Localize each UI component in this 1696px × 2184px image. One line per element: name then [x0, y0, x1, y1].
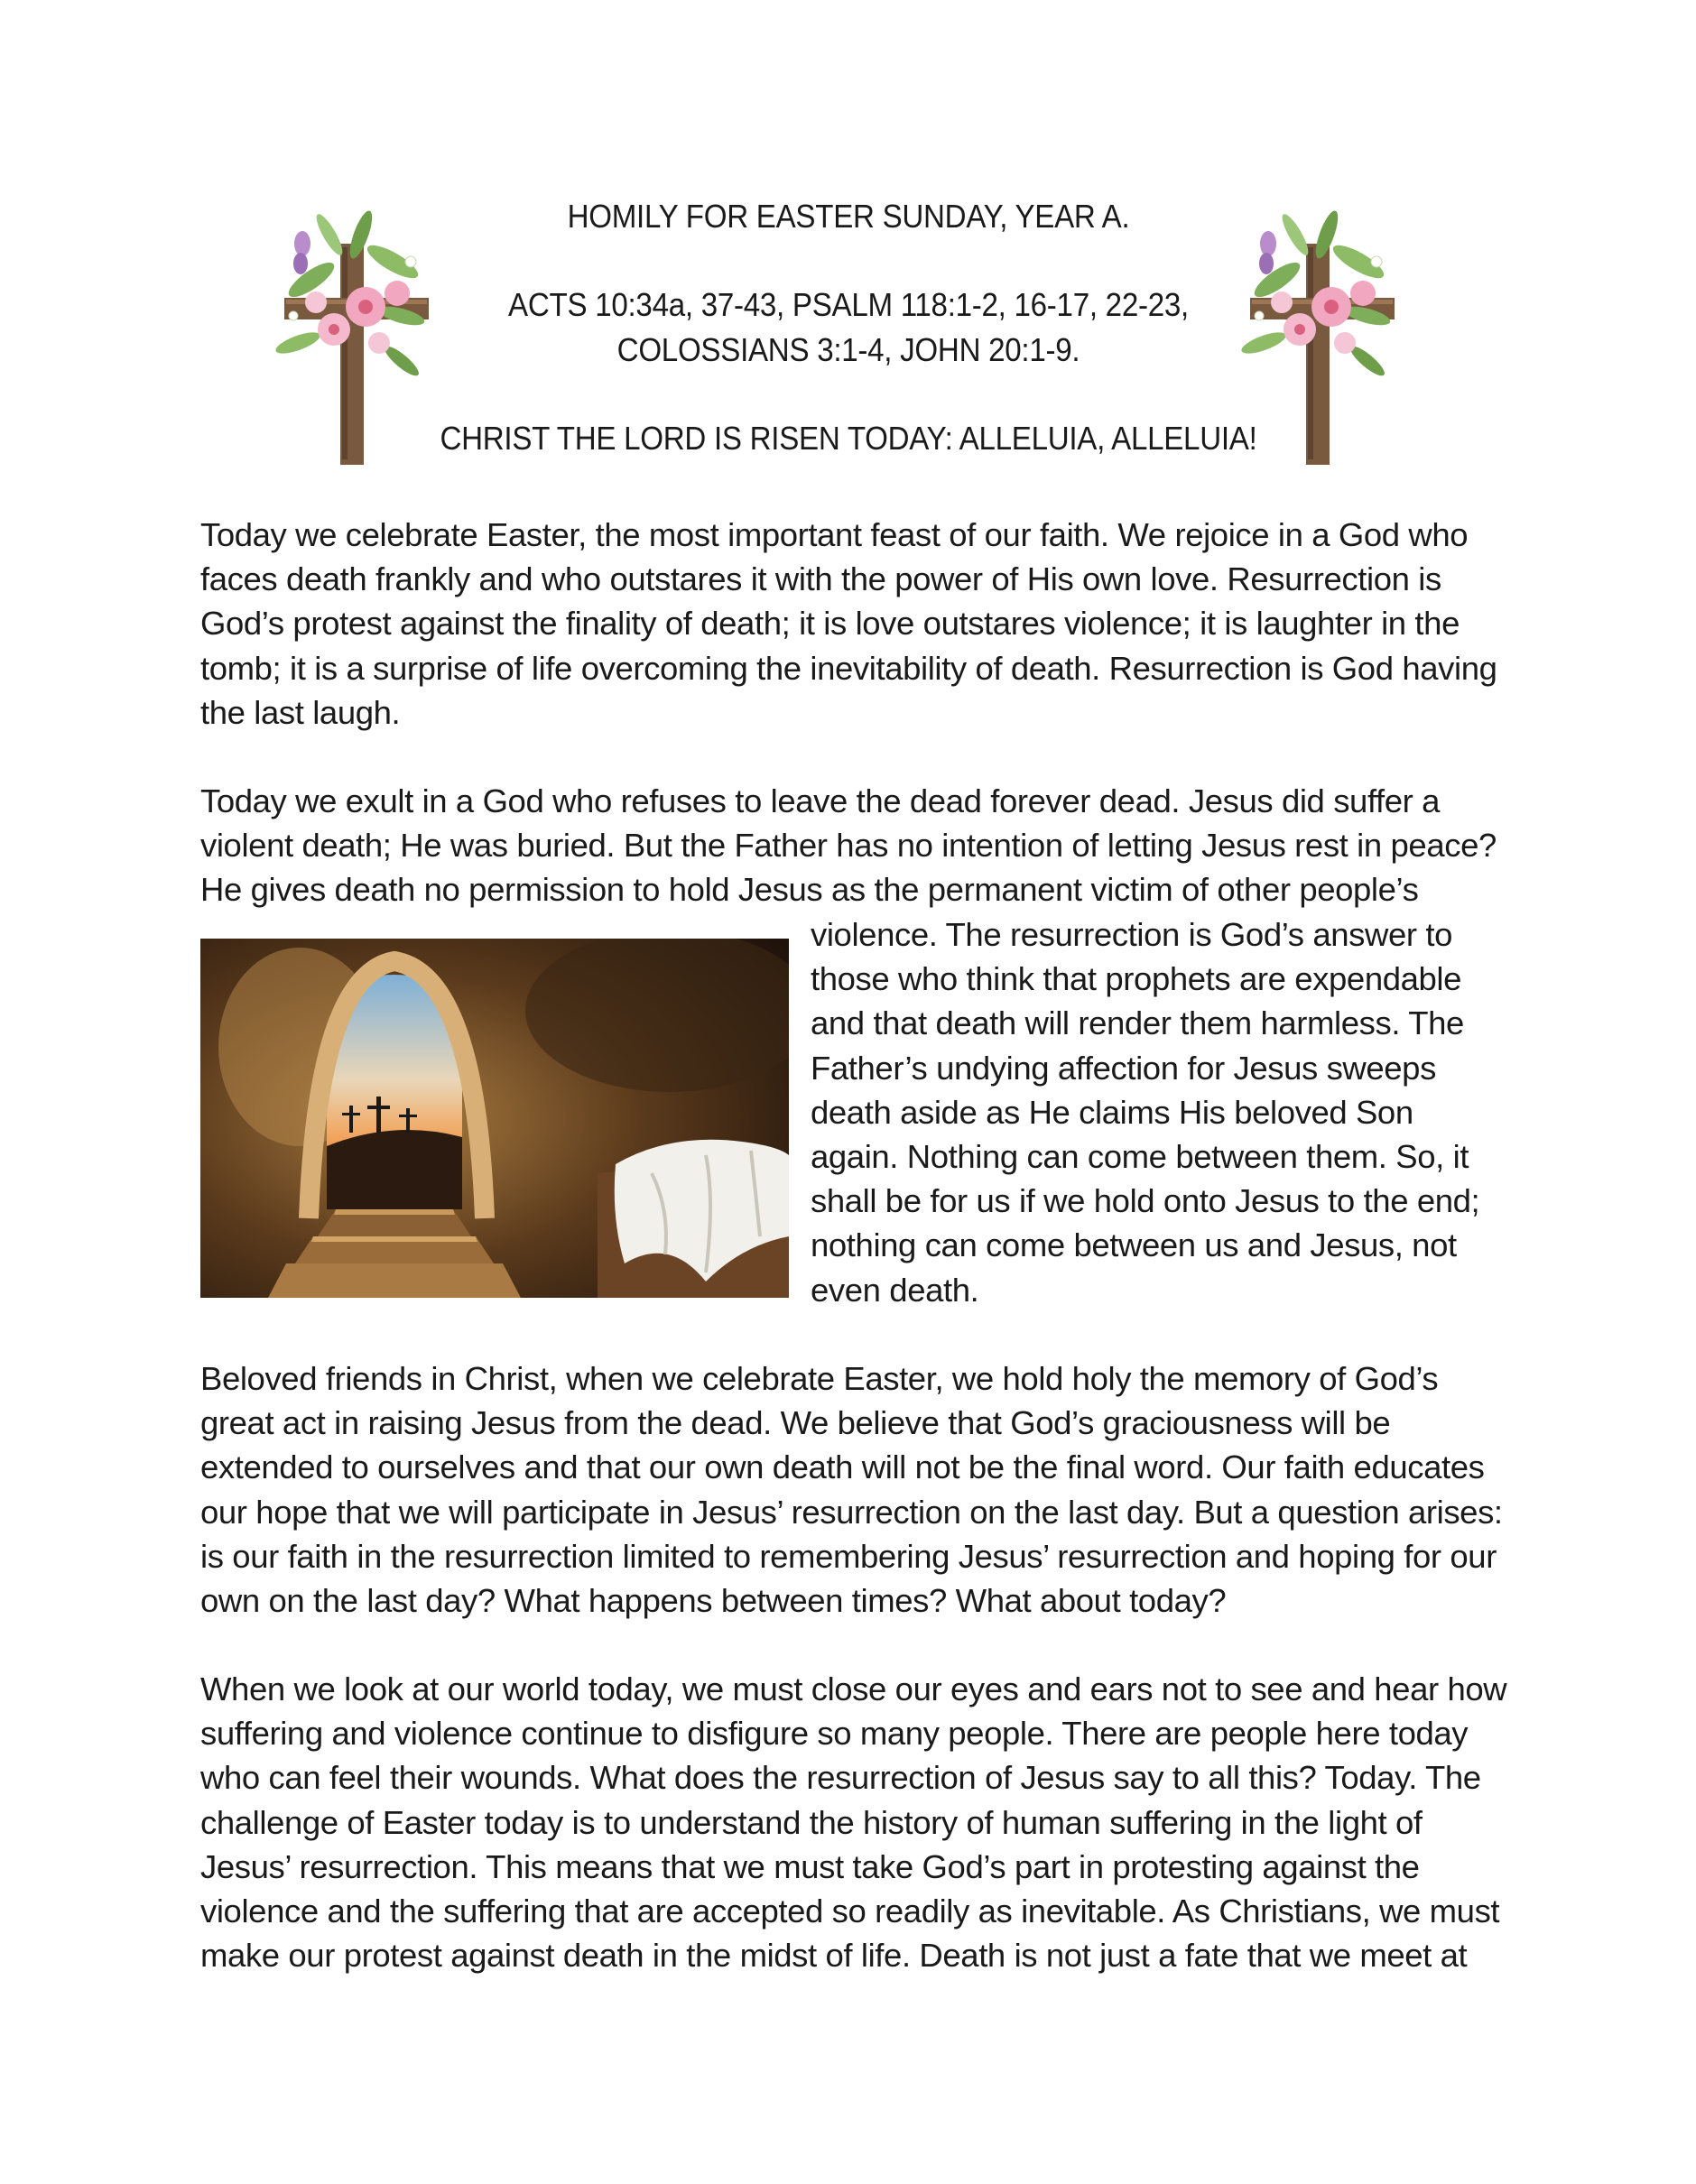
text-line: the last laugh.: [200, 693, 401, 731]
text-line: nothing can come between us and Jesus, not: [811, 1226, 1457, 1264]
text-line: challenge of Easter today is to understand the history of human suffering in the light of: [200, 1803, 1423, 1841]
text-line: again. Nothing can come between them. So, it: [811, 1138, 1469, 1176]
text-line: own on the last day? What happens between times? What about today?: [200, 1582, 1227, 1620]
paragraph-3: [200, 1356, 1503, 1623]
text-line: death aside as He claims His beloved Son: [811, 1093, 1413, 1131]
text-line: violence. The resurrection is God’s answer to: [811, 916, 1453, 953]
text-line: When we look at our world today, we must close our eyes and ears not to see and hear how: [200, 1670, 1507, 1707]
text-line: violent death; He was buried. But the Father has no intention of letting Jesus rest in peace?: [200, 827, 1497, 865]
text-line: even death.: [811, 1271, 979, 1309]
readings-line-2: COLOSSIANS 3:1-4, JOHN 20:1-9.: [616, 331, 1080, 368]
paragraph-4: [200, 1667, 1507, 1977]
text-line: violence and the suffering that are accepted so readily as inevitable. As Christians, we must: [200, 1892, 1500, 1930]
homily-title: HOMILY FOR EASTER SUNDAY, YEAR A.: [567, 198, 1130, 235]
text-line: is our faith in the resurrection limited to remembering Jesus’ resurrection and hoping for our: [200, 1537, 1497, 1575]
text-line: our hope that we will participate in Jesus’ resurrection on the last day. But a question arises:: [200, 1493, 1503, 1531]
text-line: faces death frankly and who outstares it with the power of His own love. Resurrection is: [200, 560, 1441, 598]
text-line: extended to ourselves and that our own death will not be the final word. Our faith educates: [200, 1448, 1485, 1486]
readings-line-1: ACTS 10:34a, 37-43, PSALM 118:1-2, 16-17, 22-23,: [508, 286, 1189, 323]
text-line: great act in raising Jesus from the dead. We believe that God’s graciousness will be: [200, 1404, 1391, 1442]
text-line: suffering and violence continue to disfigure so many people. There are people here today: [200, 1715, 1469, 1753]
text-line: make our protest against death in the midst of life. Death is not just a fate that we meet at: [200, 1937, 1468, 1975]
paragraph-1: [200, 513, 1500, 735]
text-line: Jesus’ resurrection. This means that we must take God’s part in protesting against the: [200, 1847, 1420, 1885]
paragraph-2: [200, 779, 1500, 912]
text-line: Today we celebrate Easter, the most important feast of our faith. We rejoice in a God who: [200, 516, 1469, 553]
text-line: who can feel their wounds. What does the resurrection of Jesus say to all this? Today. The: [200, 1759, 1481, 1797]
text-line: shall be for us if we hold onto Jesus to the end;: [811, 1182, 1480, 1220]
text-line: Today we exult in a God who refuses to leave the dead forever dead. Jesus did suffer a: [200, 782, 1441, 819]
text-line: those who think that prophets are expendable: [811, 960, 1462, 998]
paragraph-2-wrapped: [811, 912, 1497, 1312]
homily-header: [271, 194, 1426, 474]
text-line: and that death will render them harmless. The: [811, 1004, 1464, 1042]
text-line: He gives death no permission to hold Jesus as the permanent victim of other people’s: [200, 871, 1419, 909]
text-line: Beloved friends in Christ, when we celebrate Easter, we hold holy the memory of God’s: [200, 1360, 1439, 1397]
empty-tomb-illustration: [200, 939, 789, 1298]
text-line: God’s protest against the finality of death; it is love outstares violence; it is laughter in the: [200, 605, 1460, 643]
text-line: Father’s undying affection for Jesus sweeps: [811, 1049, 1436, 1087]
homily-theme: CHRIST THE LORD IS RISEN TODAY: ALLELUIA, ALLELUIA!: [440, 420, 1257, 457]
text-line: tomb; it is a surprise of life overcoming the inevitability of death. Resurrection is God having: [200, 649, 1497, 687]
